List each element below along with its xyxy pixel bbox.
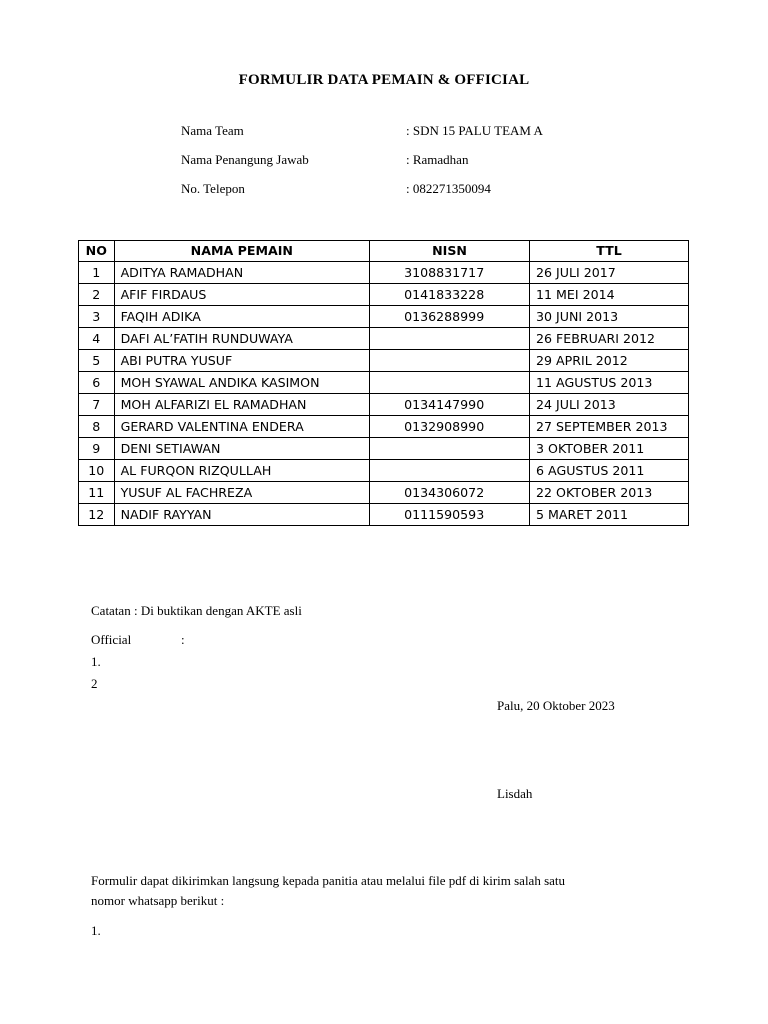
note-text: Catatan : Di buktikan dengan AKTE asli	[91, 603, 302, 618]
row-no: 7	[79, 394, 115, 416]
row-no: 3	[79, 306, 115, 328]
row-name: DAFI AL’FATIH RUNDUWAYA	[114, 328, 370, 350]
table-row	[79, 328, 689, 350]
row-nisn	[370, 438, 530, 460]
row-ttl: 29 APRIL 2012	[530, 350, 689, 372]
table-row	[79, 394, 689, 416]
row-name: MOH ALFARIZI EL RAMADHAN	[114, 394, 370, 416]
row-name: DENI SETIAWAN	[114, 438, 370, 460]
row-ttl: 11 AGUSTUS 2013	[530, 372, 689, 394]
row-nisn: 3108831717	[370, 262, 530, 284]
row-nisn	[370, 460, 530, 482]
row-ttl: 26 JULI 2017	[530, 262, 689, 284]
row-nisn: 0132908990	[370, 416, 530, 438]
table-row	[79, 416, 689, 438]
row-nisn: 0136288999	[370, 306, 530, 328]
official-colon: :	[181, 632, 185, 647]
header-name: NAMA PEMAIN	[114, 241, 370, 262]
table-row	[79, 372, 689, 394]
row-name: NADIF RAYYAN	[114, 504, 370, 526]
table-row	[79, 482, 689, 504]
responsible-value: : Ramadhan	[406, 152, 469, 167]
row-no: 1	[79, 262, 115, 284]
table-row	[79, 306, 689, 328]
row-no: 8	[79, 416, 115, 438]
phone-label: No. Telepon	[181, 181, 245, 196]
row-nisn: 0111590593	[370, 504, 530, 526]
table-row	[79, 438, 689, 460]
table-row	[79, 350, 689, 372]
row-nisn: 0141833228	[370, 284, 530, 306]
row-nisn: 0134306072	[370, 482, 530, 504]
row-ttl: 3 OKTOBER 2011	[530, 438, 689, 460]
row-name: GERARD VALENTINA ENDERA	[114, 416, 370, 438]
footer-item-1: 1.	[91, 923, 101, 938]
row-name: FAQIH ADIKA	[114, 306, 370, 328]
header-nisn: NISN	[370, 241, 530, 262]
row-no: 9	[79, 438, 115, 460]
row-ttl: 26 FEBRUARI 2012	[530, 328, 689, 350]
official-item-2: 2	[91, 676, 98, 691]
footer-line-2: nomor whatsapp berikut :	[91, 893, 225, 908]
row-no: 2	[79, 284, 115, 306]
table-row	[79, 504, 689, 526]
table-header-row	[79, 241, 689, 262]
official-label: Official	[91, 632, 132, 647]
row-no: 10	[79, 460, 115, 482]
row-nisn: 0134147990	[370, 394, 530, 416]
players-table	[78, 240, 689, 526]
row-ttl: 5 MARET 2011	[530, 504, 689, 526]
row-nisn	[370, 372, 530, 394]
phone-value: : 082271350094	[406, 181, 491, 196]
row-name: ADITYA RAMADHAN	[114, 262, 370, 284]
table-row	[79, 262, 689, 284]
row-name: AFIF FIRDAUS	[114, 284, 370, 306]
row-ttl: 30 JUNI 2013	[530, 306, 689, 328]
row-ttl: 24 JULI 2013	[530, 394, 689, 416]
row-no: 12	[79, 504, 115, 526]
row-ttl: 6 AGUSTUS 2011	[530, 460, 689, 482]
row-ttl: 22 OKTOBER 2013	[530, 482, 689, 504]
row-ttl: 27 SEPTEMBER 2013	[530, 416, 689, 438]
header-no: NO	[79, 241, 115, 262]
table-row	[79, 460, 689, 482]
row-no: 5	[79, 350, 115, 372]
row-name: ABI PUTRA YUSUF	[114, 350, 370, 372]
row-no: 6	[79, 372, 115, 394]
table-row	[79, 284, 689, 306]
responsible-label: Nama Penangung Jawab	[181, 152, 309, 167]
row-no: 11	[79, 482, 115, 504]
row-nisn	[370, 350, 530, 372]
header-ttl: TTL	[530, 241, 689, 262]
official-item-1: 1.	[91, 654, 101, 669]
team-name-label: Nama Team	[181, 123, 244, 138]
row-ttl: 11 MEI 2014	[530, 284, 689, 306]
row-no: 4	[79, 328, 115, 350]
place-date: Palu, 20 Oktober 2023	[497, 698, 615, 713]
row-nisn	[370, 328, 530, 350]
row-name: YUSUF AL FACHREZA	[114, 482, 370, 504]
row-name: MOH SYAWAL ANDIKA KASIMON	[114, 372, 370, 394]
page-title: FORMULIR DATA PEMAIN & OFFICIAL	[238, 72, 530, 88]
team-name-value: : SDN 15 PALU TEAM A	[406, 123, 543, 138]
row-name: AL FURQON RIZQULLAH	[114, 460, 370, 482]
signer-name: Lisdah	[497, 786, 533, 801]
footer-line-1: Formulir dapat dikirimkan langsung kepada panitia atau melalui file pdf di kirim salah satu	[91, 873, 566, 888]
